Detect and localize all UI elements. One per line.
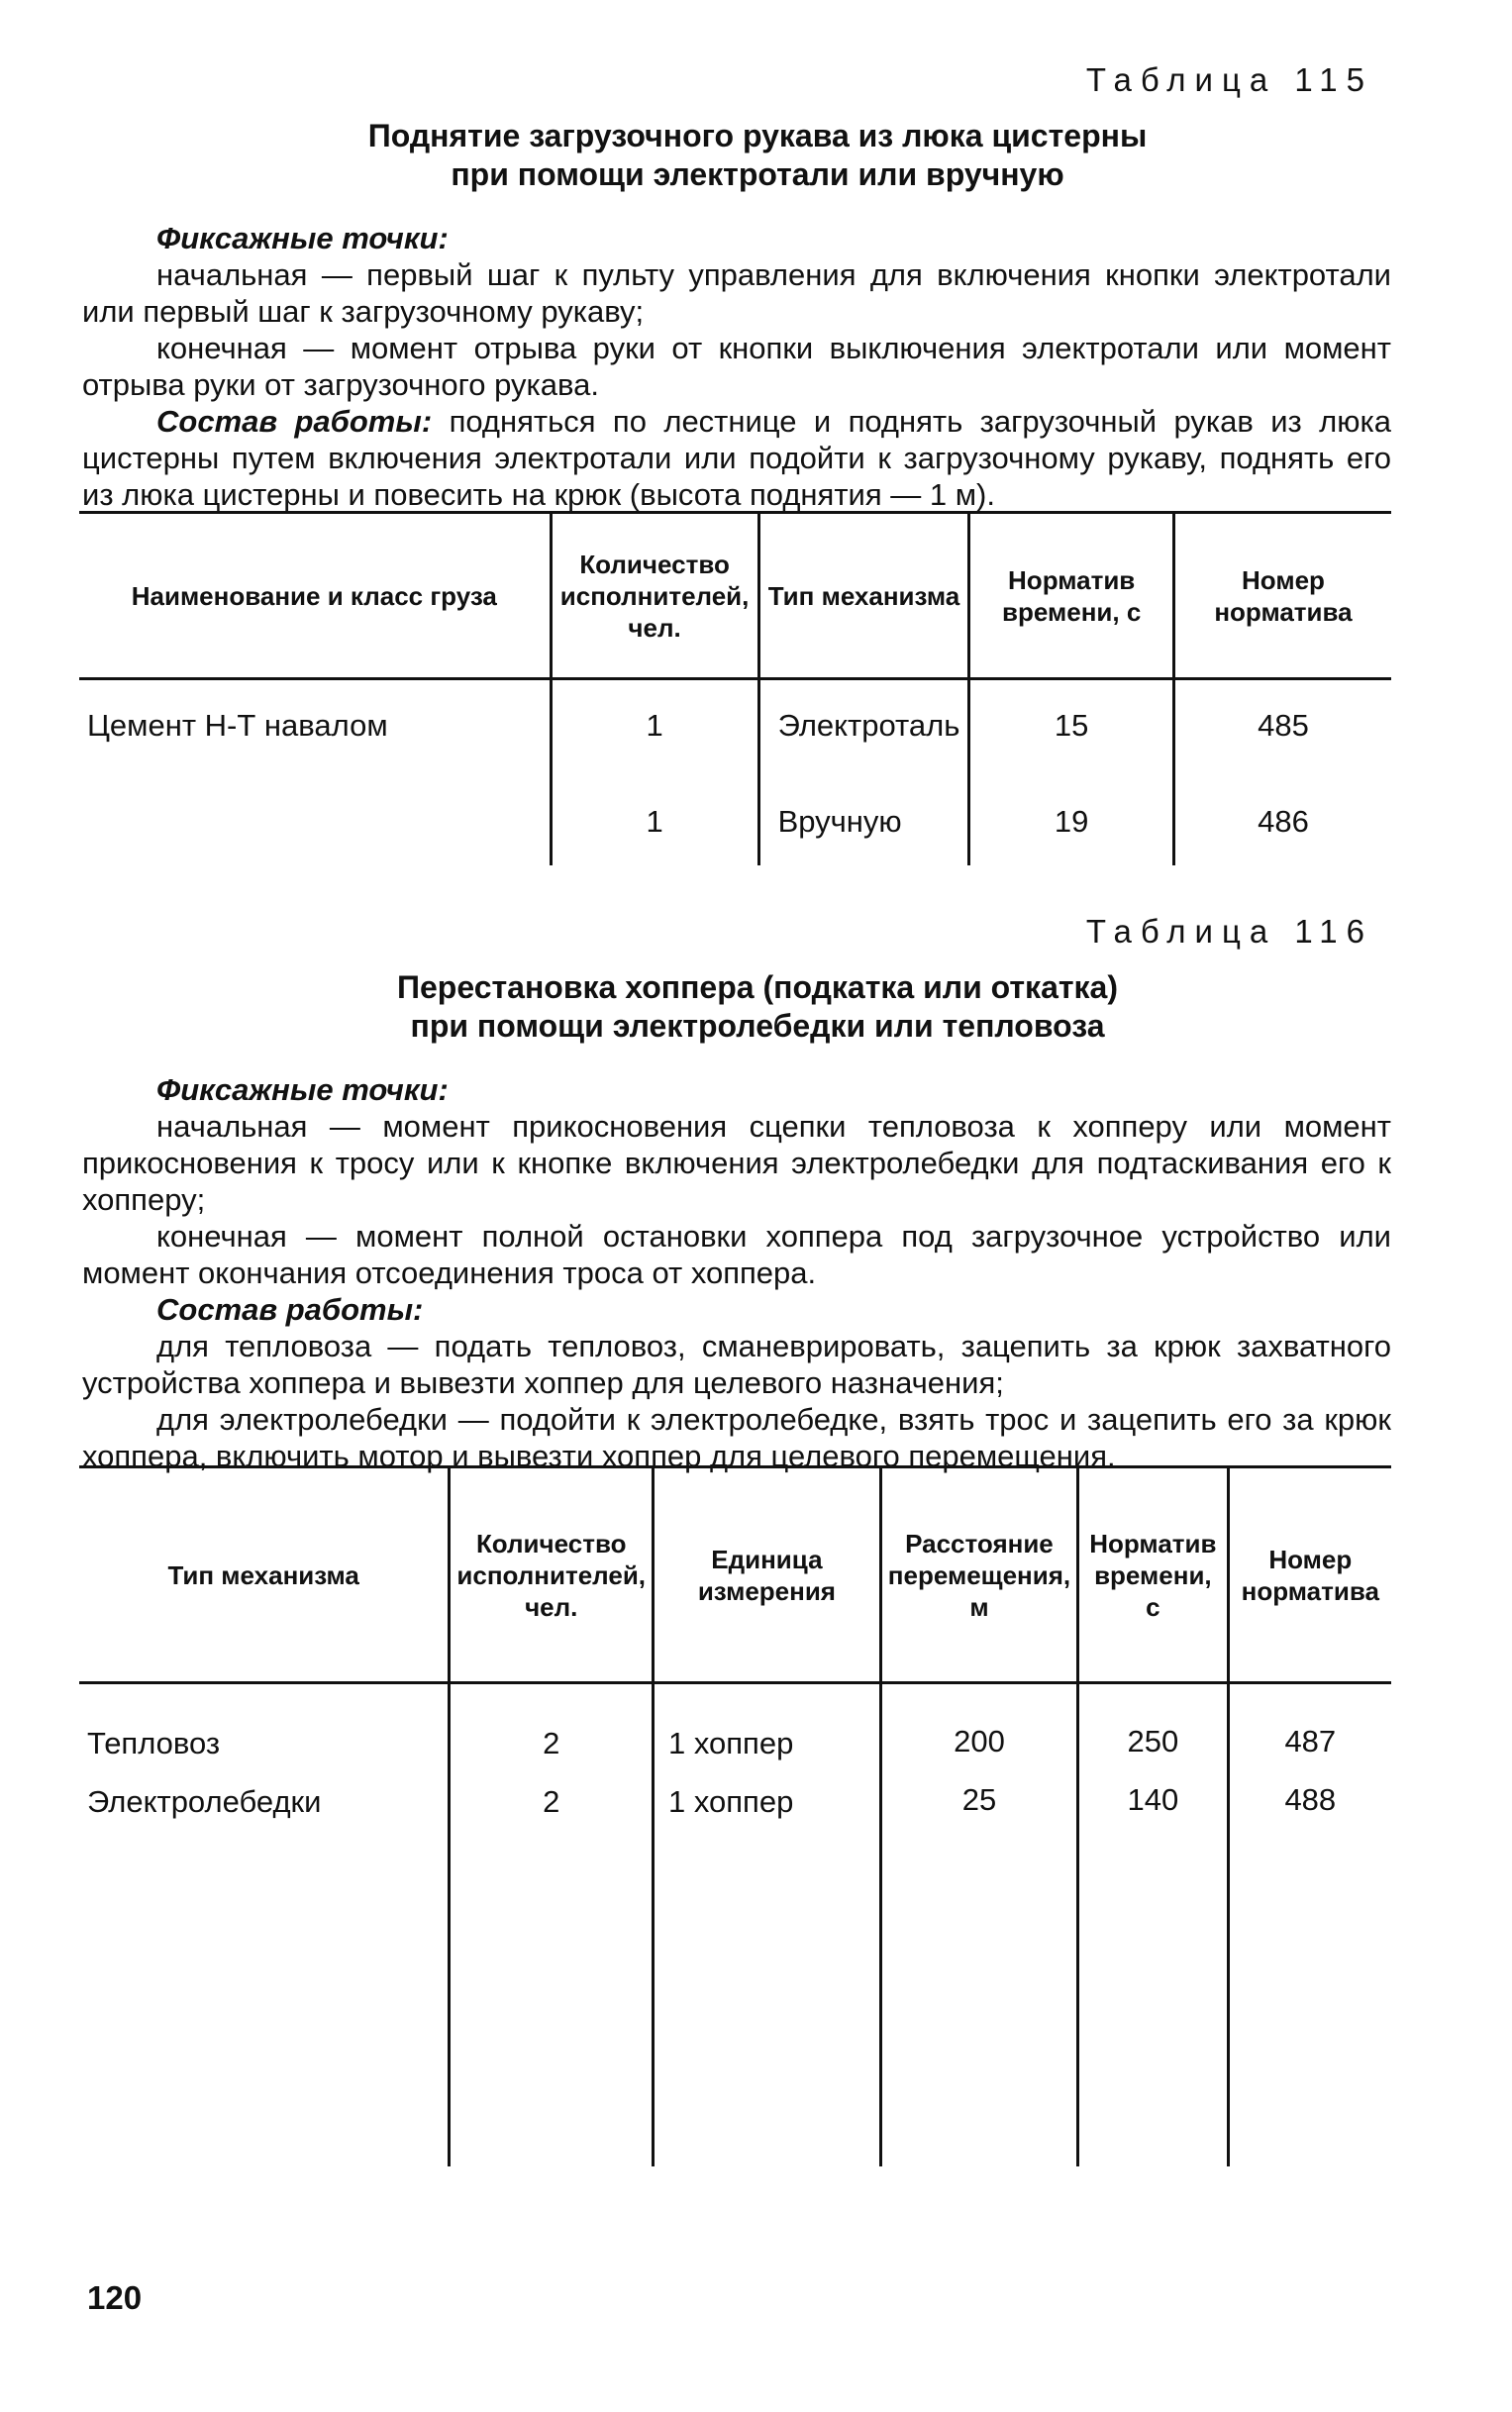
cell-workers: 2 [450,1768,654,2166]
cell-mechanism: Электроталь [758,679,969,782]
end-point-text: конечная — момент полной остановки хоппера под загрузочное устройство или момент окончания отсоединения троса от хоппера. [82,1219,1391,1290]
table-row [79,782,1391,865]
fix-points-label: Фиксажные точки: [156,1072,449,1107]
cell-distance: 25 [880,1768,1077,2166]
cell-mechanism: Тепловоз [87,1726,221,1760]
cell-norm-number: 485 [1173,679,1391,782]
page-number: 120 [87,2279,143,2316]
cell-workers: 1 [551,679,758,782]
header-cargo: Наименование и класс груза [131,580,497,611]
cell-norm-number: 486 [1173,782,1391,865]
cell-norm-number: 487 [1228,1683,1391,1768]
header-workers: Количество исполнителей, чел. [551,513,758,679]
cell-cargo: Цемент Н-Т навалом [87,708,388,743]
cell-unit: 1 хоппер [654,1768,881,2166]
cell-norm-number: 488 [1228,1768,1391,2166]
cell-workers: 1 [551,782,758,865]
work-item-locomotive: для тепловоза — подать тепловоз, сманеврировать, зацепить за крюк захватного устройства хоппера и вывезти хоппер для целевого назначения; [82,1329,1391,1400]
table-116-description [82,1071,1391,1474]
header-norm-number: Номер норматива [1173,513,1391,679]
table-115-title: Поднятие загрузочного рукава из люка цистерны при помощи электротали или вручную [367,118,1148,192]
cell-time: 19 [969,782,1174,865]
table-row [79,1768,1391,2166]
table-116-header-row [79,1467,1391,1683]
cell-distance: 200 [880,1683,1077,1768]
cell-mechanism: Электролебедки [87,1783,322,1819]
start-point-text: начальная — момент прикосновения сцепки тепловоза к хопперу или момент прикосновения к тросу или к кнопке включения электролебедки для подтаскивания его к хопперу; [82,1109,1391,1217]
end-point-text: конечная — момент отрыва руки от кнопки выключения электротали или момент отрыва руки от загрузочного рукава. [82,331,1391,402]
table-115-header-row [79,513,1391,679]
header-distance: Расстояние перемещения, м [880,1467,1077,1683]
work-item-winch: для электролебедки — подойти к электролебедке, взять трос и зацепить его за крюк хоппера, включить мотор и вывезти хоппер для целевого перемещения. [82,1402,1391,1473]
table-115 [79,511,1391,865]
work-label: Состав работы: [156,1292,424,1327]
table-row [79,1683,1391,1768]
header-time: Норматив времени, с [1078,1467,1228,1683]
header-unit: Единица измерения [654,1467,881,1683]
work-text: подняться по лестнице и поднять загрузочный рукав из люка цистерны путем включения электротали или подойти к загрузочному рукаву, поднять его из люка цистерны и повесить на крюк (высота поднятия — 1 м). [82,404,1391,512]
work-label: Состав работы: [156,404,433,439]
fix-points-label: Фиксажные точки: [156,221,449,255]
cell-unit: 1 хоппер [654,1683,881,1768]
header-norm-number: Номер норматива [1228,1467,1391,1683]
cell-cargo [79,782,551,865]
cell-time: 250 [1078,1683,1228,1768]
table-116 [79,1465,1391,2166]
cell-mechanism: Вручную [758,782,969,865]
header-mechanism: Тип механизма [758,513,969,679]
start-point-text: начальная — первый шаг к пульту управления для включения кнопки электротали или первый шаг к загрузочному рукаву; [82,257,1391,329]
cell-workers: 2 [450,1683,654,1768]
cell-time: 15 [969,679,1174,782]
header-workers: Количество исполнителей, чел. [450,1467,654,1683]
header-time: Норматив времени, с [969,513,1174,679]
cell-time: 140 [1078,1768,1228,2166]
header-mechanism: Тип механизма [167,1559,359,1590]
table-115-number: Таблица 115 [1085,61,1373,98]
table-row [79,679,1391,782]
table-116-number: Таблица 116 [1085,913,1373,950]
table-115-description [82,220,1391,513]
table-116-title: Перестановка хоппера (подкатка или откатка) при помощи электролебедки или тепловоза [396,969,1118,1044]
